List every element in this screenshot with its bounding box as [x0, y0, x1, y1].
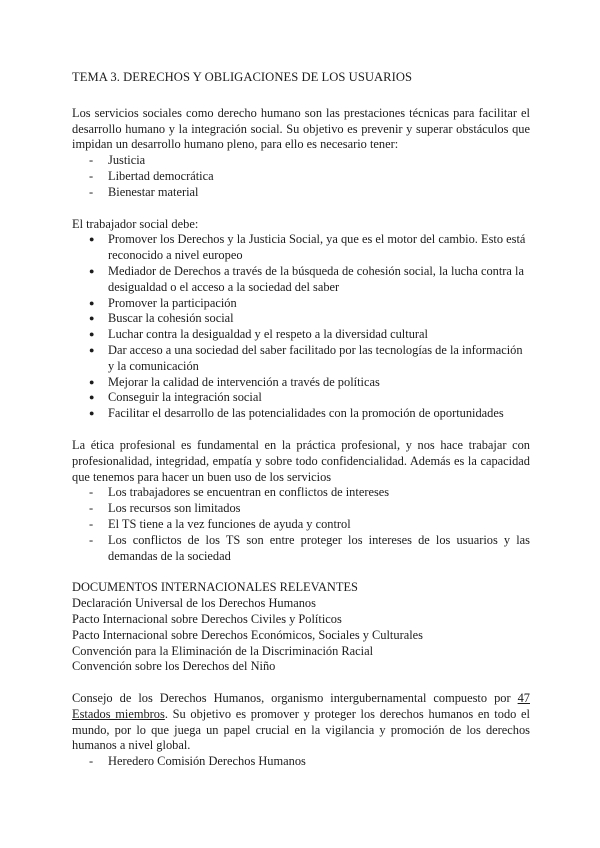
council-text-before: Consejo de los Derechos Humanos, organismo intergubernamental compuesto por [72, 691, 518, 706]
list-item: - Bienestar material [72, 185, 530, 201]
document-item: Convención para la Eliminación de la Discriminación Racial [72, 643, 374, 658]
council-list [72, 754, 530, 770]
member-states-link[interactable]: 47 Estados miembros [72, 691, 530, 721]
list-item: ● Buscar la cohesión social [72, 311, 530, 327]
document-item: Declaración Universal de los Derechos Humanos [72, 596, 316, 611]
ethics-paragraph: La ética profesional es fundamental en la práctica profesional, y nos hace trabajar con profesionalidad, integridad, empatía y sobre todo confidencialidad. Además es la capacidad que tenemos para hacer un buen uso de los servicios [72, 437, 530, 484]
council-text-after: . Su objetivo es promover y proteger los derechos humanos en todo el mundo, por lo que juega un papel crucial en la vigilancia y promoción de los derechos humanos a nivel global. [72, 706, 530, 753]
page-title: TEMA 3. DERECHOS Y OBLIGACIONES DE LOS USUARIOS [72, 70, 413, 84]
worker-heading: El trabajador social debe: [72, 216, 199, 231]
council-paragraph [72, 691, 530, 754]
document-page [72, 70, 530, 770]
list-item: ● Dar acceso a una sociedad del saber facilitado por las tecnologías de la información y la comunicación [72, 343, 530, 375]
list-item: ● Facilitar el desarrollo de las potencialidades con la promoción de oportunidades [72, 406, 530, 422]
list-item: ● Mediador de Derechos a través de la búsqueda de cohesión social, la lucha contra la desigualdad o el acceso a la sociedad del saber [72, 264, 530, 296]
ethics-list [72, 485, 530, 564]
document-item: Convención sobre los Derechos del Niño [72, 659, 276, 674]
list-item: ● Promover los Derechos y la Justicia Social, ya que es el motor del cambio. Esto está reconocido a nivel europeo [72, 232, 530, 264]
document-item: Pacto Internacional sobre Derechos Económicos, Sociales y Culturales [72, 627, 423, 642]
list-item: - Libertad democrática [72, 169, 530, 185]
list-item: ● Mejorar la calidad de intervención a través de políticas [72, 375, 530, 391]
list-item: - Los trabajadores se encuentran en conflictos de intereses [72, 485, 530, 501]
documents-heading: DOCUMENTOS INTERNACIONALES RELEVANTES [72, 580, 358, 595]
documents-list [72, 596, 530, 675]
list-item: - Heredero Comisión Derechos Humanos [72, 754, 530, 770]
intro-paragraph: Los servicios sociales como derecho humano son las prestaciones técnicas para facilitar el desarrollo humano y la integración social. Su objetivo es prevenir y superar obstáculos que impidan un desarrollo humano pleno, para ello es necesario tener: [72, 105, 530, 152]
list-item: ● Luchar contra la desigualdad y el respeto a la diversidad cultural [72, 327, 530, 343]
intro-list [72, 153, 530, 200]
list-item: - El TS tiene a la vez funciones de ayuda y control [72, 517, 530, 533]
document-item: Pacto Internacional sobre Derechos Civiles y Políticos [72, 611, 342, 626]
list-item: - Los conflictos de los TS son entre proteger los intereses de los usuarios y las demandas de la sociedad [72, 533, 530, 565]
list-item: - Los recursos son limitados [72, 501, 530, 517]
list-item: - Justicia [72, 153, 530, 169]
list-item: ● Conseguir la integración social [72, 390, 530, 406]
list-item: ● Promover la participación [72, 296, 530, 312]
worker-list [72, 232, 530, 422]
